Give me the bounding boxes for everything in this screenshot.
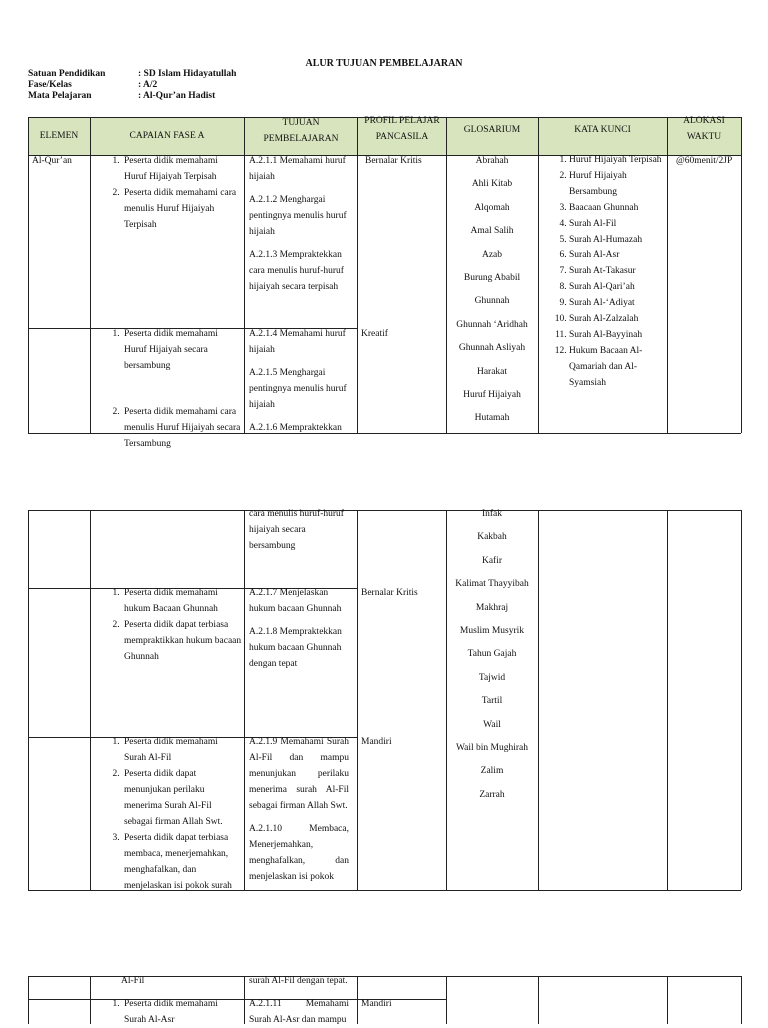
column-divider (667, 117, 668, 433)
glosarium-item: Ghunnah ‘Aridhah (456, 319, 528, 330)
meta-value-mapel: : Al-Qur’an Hadist (138, 91, 216, 101)
tujuan-item: A.2.1.5 Menghargai pentingnya menulis huruf hijaiah (249, 368, 347, 410)
glosarium-item: Tartil (481, 696, 503, 707)
capaian-item: 1. Peserta didik memahami hukum Bacaan Ghunnah (122, 585, 242, 617)
glosarium-item: Kalimat Thayyibah (455, 579, 529, 590)
glosarium-item: Burung Ababil (463, 272, 521, 283)
table-border (28, 510, 29, 890)
table-border (741, 976, 742, 1024)
glosarium-item: Tajwid (478, 672, 506, 683)
tujuan-item: A.2.1.2 Menghargai pentingnya menulis huruf hijaiah (249, 195, 347, 237)
profil-cell: Kreatif (361, 329, 388, 339)
glosarium-item: Makhraj (475, 602, 509, 613)
table-border (741, 510, 742, 890)
tujuan-cell: A.2.1.11 Memahami Surah Al-Asr dan mampu (249, 999, 349, 1025)
profil-cell: Mandiri (361, 737, 392, 747)
glosarium-item: Huruf Hijaiyah (463, 389, 521, 400)
glosarium-list (446, 153, 538, 434)
kata-kunci-item: 11. Surah Al-Bayyinah (569, 328, 665, 344)
glosarium-item: Alqomah (474, 202, 510, 213)
kata-kunci-item: 3. Baacaan Ghunnah (569, 201, 665, 217)
glosarium-item: Ahli Kitab (471, 179, 513, 190)
table-border (28, 117, 29, 433)
header-kata-kunci: KATA KUNCI (574, 125, 631, 135)
glosarium-item: Tahun Gajah (467, 649, 517, 660)
column-divider (244, 510, 245, 890)
glosarium-item: Harakat (476, 366, 508, 377)
meta-label-mapel: Mata Pelajaran (28, 91, 92, 101)
tujuan-item (249, 624, 349, 672)
tujuan-item: A.2.1.10 Membaca, Menerjemahkan, menghafalkan, dan menjelaskan isi pokok (249, 824, 349, 882)
header-elemen: ELEMEN (39, 131, 79, 141)
column-divider (667, 976, 668, 1024)
glosarium-item: Azab (481, 249, 503, 260)
meta-value-fase: : A/2 (138, 80, 158, 90)
header-capaian: CAPAIAN FASE A (129, 131, 205, 141)
glosarium-item: Hutamah (474, 413, 510, 424)
tujuan-item: A.2.1.9 Memahami Surah Al-Fil dan mampu menunjukan perilaku menerima surah Al-Fil sebagai firman Allah Swt. (249, 737, 349, 811)
kata-kunci-item: 5. Surah Al-Humazah (569, 233, 665, 249)
profil-cell: Mandiri (361, 999, 392, 1009)
column-divider (244, 117, 245, 433)
kata-kunci-item: 7. Surah At-Takasur (569, 264, 665, 280)
glosarium-item: Zalim (480, 766, 504, 777)
capaian-item: 2. Peserta didik dapat menunjukan perilaku menerima Surah Al-Fil sebagai firman Allah Swt. (122, 766, 242, 830)
kata-kunci-item: 8. Surah Al-Qari’ah (569, 280, 665, 296)
tujuan-cell (249, 326, 353, 443)
tujuan-continuation: surah Al-Fil dengan tepat. (249, 976, 348, 986)
capaian-item: 3. Peserta didik dapat terbiasa membaca, menerjemahkan, menghafalkan, dan menjelaskan isi pokok surah (122, 830, 242, 894)
column-divider (244, 976, 245, 1024)
capaian-cell (90, 996, 242, 1028)
kata-kunci-item: 6. Surah Al-Asr (569, 248, 665, 264)
tujuan-text: Menjelaskan hukum bacaan Ghunnah (249, 588, 342, 614)
header-alokasi: ALOKASI WAKTU (683, 116, 725, 142)
meta-label-satuan: Satuan Pendidikan (28, 69, 106, 79)
glosarium-item: Zarrah (479, 789, 505, 800)
capaian-item: 2. Peserta didik memahami cara menulis Huruf Hijaiyah Terpisah (122, 185, 242, 233)
elemen-cell: Al-Qur’an (32, 156, 72, 166)
glosarium-item: Ghunnah Asliyah (458, 343, 526, 354)
tujuan-code: A.2.1.8 (249, 627, 278, 637)
glosarium-item: Amal Salih (470, 226, 514, 237)
tujuan-item: A.2.1.3 Mempraktekkan cara menulis huruf-huruf hijaiyah secara terpisah (249, 250, 344, 292)
capaian-cell (90, 153, 242, 233)
table-border (741, 117, 742, 433)
meta-label-fase: Fase/Kelas (28, 80, 72, 90)
header-profil: PROFIL PELAJAR PANCASILA (364, 116, 440, 142)
tujuan-item: A.2.1.6 Mempraktekkan (249, 423, 342, 433)
tujuan-text: Mempraktekkan hukum bacaan Ghunnah dengan tepat (249, 627, 342, 669)
glosarium-item: Abrahah (475, 156, 509, 166)
alokasi-cell: @60menit/2JP (676, 156, 733, 166)
column-divider (446, 976, 447, 1024)
profil-cell: Bernalar Kritis (361, 588, 418, 598)
capaian-item: 1. Peserta didik memahami Surah Al-Fil (122, 734, 242, 766)
kata-kunci-item: 4. Surah Al-Fil (569, 217, 665, 233)
glosarium-item: Kafir (481, 555, 503, 566)
meta-value-satuan: : SD Islam Hidayatullah (138, 69, 237, 79)
glosarium-item: Wail bin Mughirah (455, 742, 529, 753)
profil-cell: Bernalar Kritis (365, 156, 422, 166)
column-divider (357, 117, 358, 433)
glosarium-list (446, 506, 538, 810)
capaian-cell (90, 326, 242, 452)
kata-kunci-item: 1. Huruf Hijaiyah Terpisah (569, 153, 665, 169)
glosarium-item: Kakbah (477, 532, 507, 543)
tujuan-code: A.2.1.7 (249, 588, 278, 598)
glosarium-item: Infak (481, 509, 503, 519)
capaian-continuation: Al-Fil (121, 976, 145, 986)
kata-kunci-item: 12. Hukum Bacaan Al-Qamariah dan Al-Syamsiah (569, 344, 665, 392)
capaian-cell (90, 734, 242, 894)
tujuan-cell (249, 585, 349, 679)
column-divider (357, 510, 358, 890)
glosarium-item: Muslim Musyrik (459, 625, 525, 636)
tujuan-cell (249, 153, 353, 302)
tujuan-continuation: cara menulis huruf-huruf hijaiyah secara bersambung (249, 509, 344, 551)
glosarium-item: Ghunnah (474, 296, 510, 307)
document-title: ALUR TUJUAN PEMBELAJARAN (305, 58, 463, 69)
tujuan-item: A.2.1.4 Memahami huruf hijaiah (249, 329, 346, 355)
header-glosarium: GLOSARIUM (463, 125, 521, 135)
capaian-item: 1. Peserta didik memahami Surah Al-Asr (122, 996, 242, 1028)
tujuan-cell (249, 734, 349, 892)
column-divider (538, 976, 539, 1024)
column-divider (667, 510, 668, 890)
table-border (28, 976, 29, 1024)
capaian-cell (90, 585, 242, 665)
capaian-item: 2. Peserta didik dapat terbiasa mempraktikkan hukum bacaan Ghunnah (122, 617, 242, 665)
glosarium-item: Wail (483, 719, 501, 730)
kata-kunci-item: 9. Surah Al-‘Adiyat (569, 296, 665, 312)
column-divider (357, 976, 358, 1024)
tujuan-item (249, 585, 349, 617)
kata-kunci-item: 10. Surah Al-Zalzalah (569, 312, 665, 328)
capaian-item: 1. Peserta didik memahami Huruf Hijaiyah secara bersambung (122, 326, 242, 374)
capaian-item: 2. Peserta didik memahami cara menulis Huruf Hijaiyah secara Tersambung (122, 404, 242, 452)
capaian-item: 1. Peserta didik memahami Huruf Hijaiyah Terpisah (122, 153, 242, 185)
kata-kunci-item: 2. Huruf Hijaiyah Bersambung (569, 169, 665, 201)
column-divider (538, 510, 539, 890)
kata-kunci-cell (538, 153, 665, 392)
tujuan-item: A.2.1.1 Memahami huruf hijaiah (249, 156, 346, 182)
table-border (28, 510, 741, 511)
header-tujuan: TUJUAN PEMBELAJARAN (263, 118, 339, 144)
